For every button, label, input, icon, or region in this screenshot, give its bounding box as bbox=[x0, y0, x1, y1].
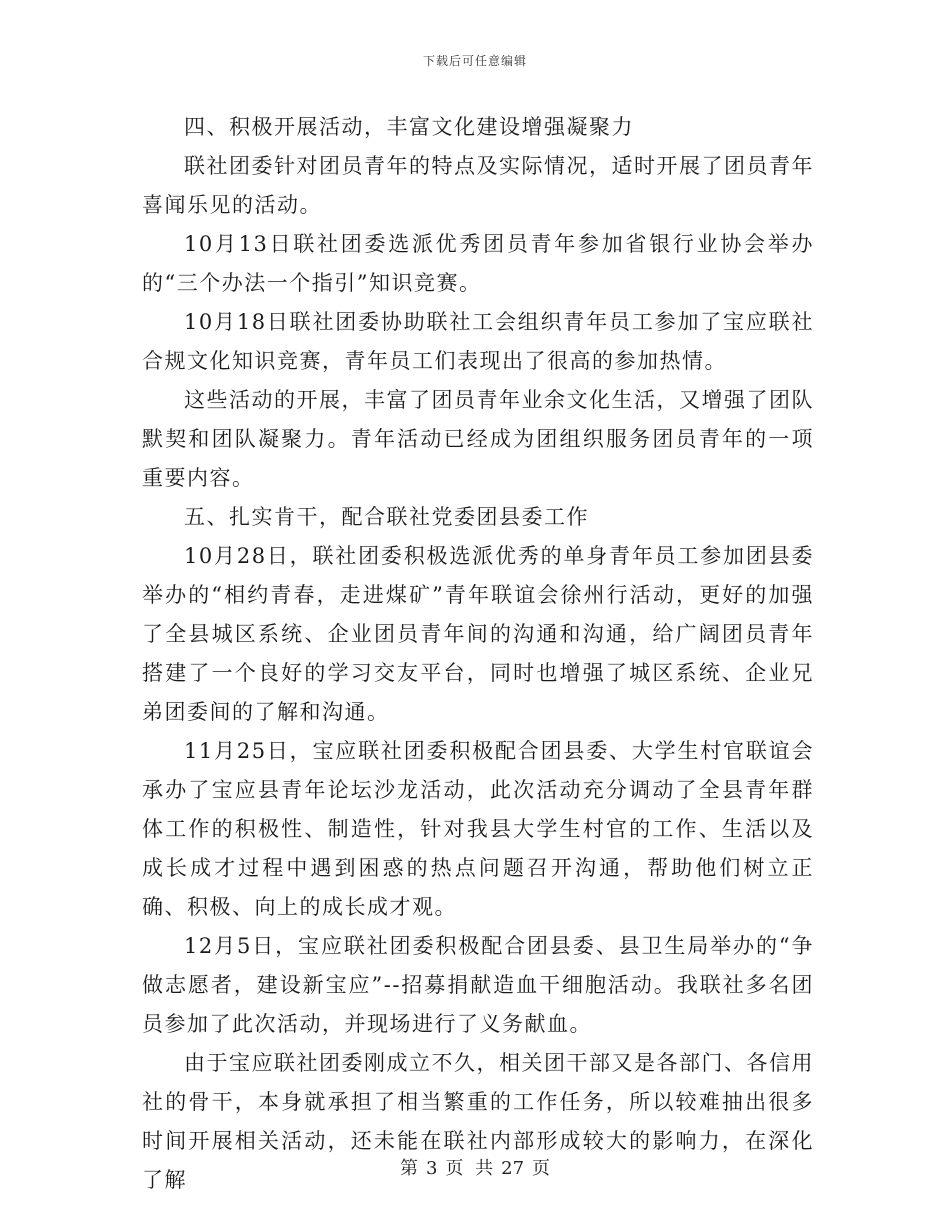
paragraph: 由于宝应联社团委刚成立不久，相关团干部又是各部门、各信用社的骨干，本身就承担了相当繁重的工作任务，所以较难抽出很多时间开展相关活动，还未能在联社内部形成较大的影响力，在深化了解 bbox=[142, 1051, 814, 1192]
footer-middle: 页 共 bbox=[445, 1158, 494, 1179]
section-heading-4: 四、积极开展活动，丰富文化建设增强凝聚力 bbox=[184, 115, 634, 139]
paragraph: 这些活动的开展，丰富了团员青年业余文化生活，又增强了团队默契和团队凝聚力。青年活动已经成为团组织服务团员青年的一项重要内容。 bbox=[142, 388, 814, 490]
document-body bbox=[142, 108, 814, 1200]
paragraph: 12月5日，宝应联社团委积极配合团县委、县卫生局举办的“争做志愿者，建设新宝应”--招募捐献造血干细胞活动。我联社多名团员参加了此次活动，并现场进行了义务献血。 bbox=[142, 934, 814, 1036]
paragraph: 11月25日，宝应联社团委积极配合团县委、大学生村官联谊会承办了宝应县青年论坛沙龙活动，此次活动充分调动了全县青年群体工作的积极性、制造性，针对我县大学生村官的工作、生活以及成长成才过程中遇到困惑的热点问题召开沟通，帮助他们树立正确、积极、向上的成长成才观。 bbox=[142, 739, 814, 919]
section-heading-5: 五、扎实肯干，配合联社党委团县委工作 bbox=[184, 505, 589, 529]
footer-page-number: 3 bbox=[425, 1158, 438, 1179]
footer-total-pages: 27 bbox=[501, 1158, 525, 1179]
footer-suffix: 页 bbox=[532, 1158, 551, 1179]
paragraph: 10月18日联社团委协助联社工会组织青年员工参加了宝应联社合规文化知识竞赛，青年员工们表现出了很高的参加热情。 bbox=[142, 310, 814, 373]
paragraph: 10月13日联社团委选派优秀团员青年参加省银行业协会举办的“三个办法一个指引”知识竞赛。 bbox=[142, 232, 814, 295]
page-footer bbox=[0, 1154, 950, 1180]
paragraph: 10月28日，联社团委积极选派优秀的单身青年员工参加团县委举办的“相约青春，走进煤矿”青年联谊会徐州行活动，更好的加强了全县城区系统、企业团员青年间的沟通和沟通，给广阔团员青年搭建了一个良好的学习交友平台，同时也增强了城区系统、企业兄弟团委间的了解和沟通。 bbox=[142, 544, 814, 724]
footer-prefix: 第 bbox=[399, 1158, 418, 1179]
paragraph: 联社团委针对团员青年的特点及实际情况，适时开展了团员青年喜闻乐见的活动。 bbox=[142, 154, 814, 217]
page-header: 下载后可任意编辑 bbox=[422, 54, 527, 68]
